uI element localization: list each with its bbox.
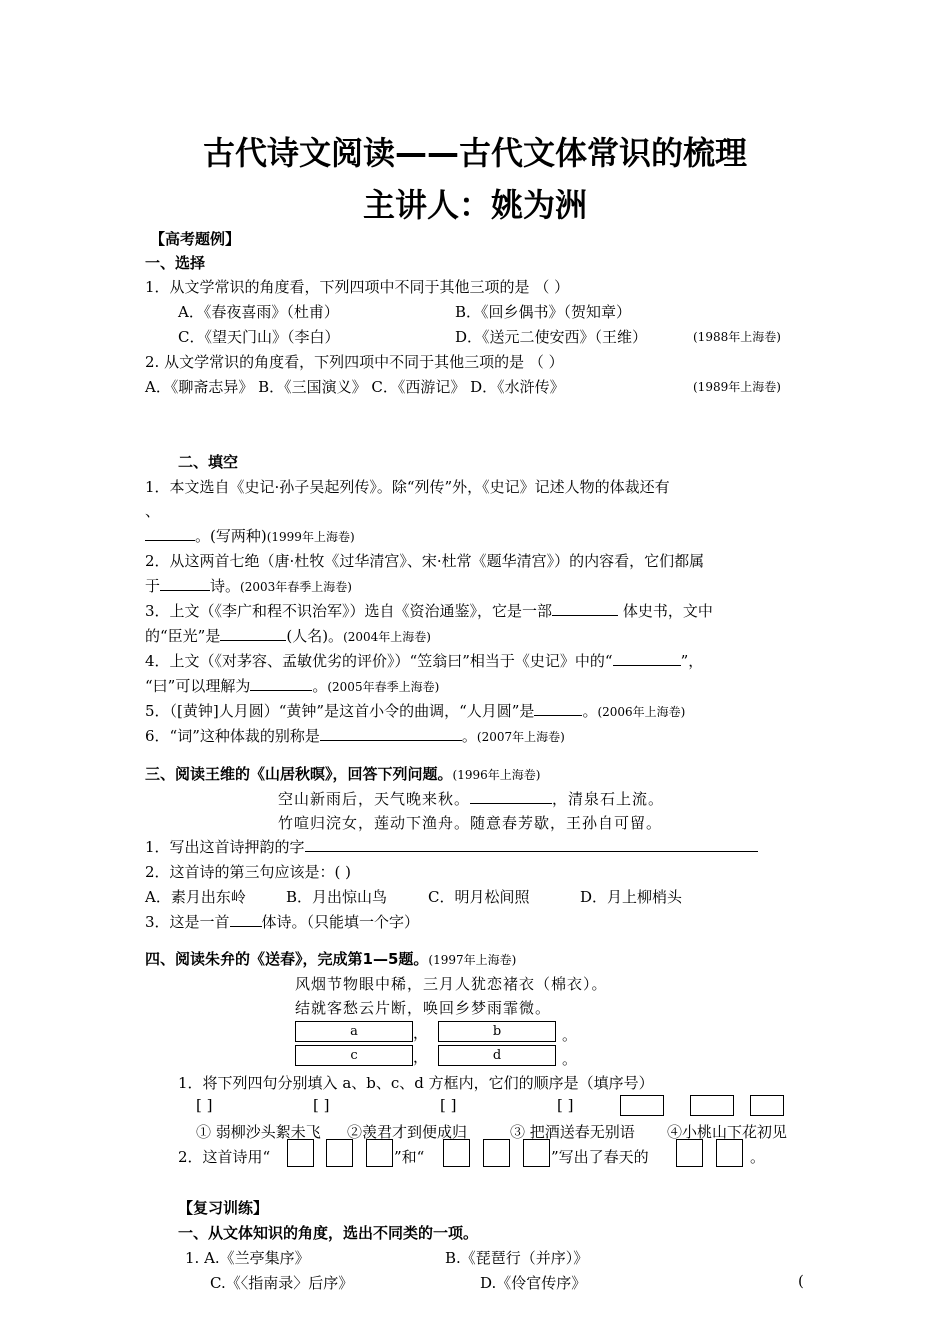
part1-q1-option-a: A．《春夜喜雨》（杜甫） — [178, 303, 339, 321]
part4-heading: 四、阅读朱弁的《送春》，完成第1—5题。 — [145, 950, 429, 968]
answer-blank[interactable] — [230, 912, 262, 927]
comma: ， — [413, 1048, 429, 1066]
part2-q5 — [145, 700, 685, 721]
part1-q1-option-c: C．《望天门山》（李白） — [178, 328, 340, 346]
part2-q4-line1 — [145, 650, 703, 671]
poem-text: ，清泉石上流。 — [552, 790, 665, 808]
part2-q2-line2 — [145, 575, 352, 596]
part2-q4-text4: 。 — [312, 677, 328, 695]
page-subtitle: 主讲人：姚为洲 — [362, 186, 587, 224]
answer-square[interactable] — [750, 1095, 784, 1116]
answer-blank[interactable] — [145, 526, 195, 541]
part4-option-1: ① 弱柳沙头絮未飞 — [196, 1123, 321, 1141]
part2-q5-source: (2006年上海卷) — [597, 705, 686, 719]
answer-blank[interactable] — [220, 626, 286, 641]
answer-square[interactable] — [366, 1139, 393, 1167]
part4-q2-text1: 2．这首诗用“ — [178, 1148, 271, 1166]
part1-q1-source: (1988年上海卷) — [693, 330, 781, 344]
order-bracket-4[interactable]: [ ] — [557, 1096, 574, 1114]
order-bracket-3[interactable]: [ ] — [440, 1096, 457, 1114]
answer-box-c[interactable]: c — [295, 1045, 413, 1066]
part2-q4-text2: ”， — [680, 652, 704, 670]
part2-q1-line2 — [145, 525, 355, 546]
answer-blank[interactable] — [613, 651, 681, 666]
part3-q3 — [145, 911, 419, 932]
order-bracket-1[interactable]: [ ] — [196, 1096, 213, 1114]
part2-q5-text: 5．（[黄钟]人月圆）“黄钟”是这首小令的曲调，“人月圆”是 — [145, 702, 535, 720]
part2-q2-prefix: 于 — [145, 577, 161, 595]
part4-poem-line2: 结就客愁云片断，唤回乡梦雨霏微。 — [295, 999, 552, 1017]
part2-q2-source: (2003年春季上海卷) — [240, 580, 352, 594]
part4-q2-text4: 。 — [750, 1148, 766, 1166]
part4-q2-text3: ”写出了春天的 — [551, 1148, 649, 1166]
part4-q1: 1．将下列四句分别填入 a、b、c、d 方框内，它们的顺序是（填序号） — [178, 1074, 654, 1092]
review-heading: 一、从文体知识的角度，选出不同类的一项。 — [178, 1224, 479, 1242]
answer-square[interactable] — [690, 1095, 734, 1116]
part4-heading-line — [145, 948, 516, 969]
answer-blank[interactable] — [320, 726, 462, 741]
part3-q2-option-a: A．素月出东岭 — [145, 888, 246, 906]
part2-q1-line1: 1．本文选自《史记·孙子吴起列传》。除“列传”外，《史记》记述人物的体裁还有 — [145, 478, 670, 496]
review-q1-paren: ( — [798, 1272, 804, 1290]
part4-option-3: ③ 把酒送春无别语 — [510, 1123, 635, 1141]
part4-poem-line1: 风烟节物眼中稀，三月人犹恋褚衣（棉衣）。 — [295, 975, 608, 993]
part2-q3-text: 3．上文（《李广和程不识治军》）选自《资治通鉴》，它是一部 — [145, 602, 553, 620]
period: 。 — [562, 1050, 578, 1068]
part3-q3-text: 3．这是一首 — [145, 913, 230, 931]
part2-q2-line1: 2．从这两首七绝（唐·杜牧《过华清宫》、宋·杜常《题华清宫》）的内容看，它们都属 — [145, 552, 705, 570]
answer-square[interactable] — [716, 1139, 743, 1167]
page-title: 古代诗文阅读——古代文体常识的梳理 — [202, 134, 747, 172]
part2-q3-text4: (人名)。 — [286, 627, 344, 645]
part1-q1: 1．从文学常识的角度看，下列四项中不同于其他三项的是 （ ） — [145, 278, 570, 296]
part1-q1-option-d: D．《送元二使安西》（王维） — [455, 328, 648, 346]
part2-q1-source: (1999年上海卷) — [266, 530, 355, 544]
part3-poem-line2: 竹喧归浣女，莲动下渔舟。随意春芳歇，王孙自可留。 — [278, 814, 663, 832]
part2-q1-hint: 。(写两种) — [195, 527, 267, 545]
review-q1-option-b: B.《琵琶行（并序）》 — [445, 1249, 589, 1267]
part2-q3-line1 — [145, 600, 713, 621]
answer-square[interactable] — [620, 1095, 664, 1116]
period: 。 — [562, 1026, 578, 1044]
review-q1-option-c: C.《〈指南录〉后序》 — [210, 1274, 354, 1292]
part2-q4-text: 4．上文（《对茅容、孟敏优劣的评价》）“笠翁曰”相当于《史记》中的“ — [145, 652, 613, 670]
part3-heading-line — [145, 763, 540, 784]
part3-q1-text: 1．写出这首诗押韵的字 — [145, 838, 305, 856]
answer-square[interactable] — [443, 1139, 470, 1167]
part2-q3-text3: 的“臣光”是 — [145, 627, 221, 645]
part2-q6-text: 6．“词”这种体裁的别称是 — [145, 727, 320, 745]
answer-blank[interactable] — [160, 576, 210, 591]
part3-q2: 2．这首诗的第三句应该是：( ) — [145, 863, 352, 881]
review-q1-option-a: 1. A.《兰亭集序》 — [185, 1249, 310, 1267]
part3-source: (1996年上海卷) — [452, 768, 541, 782]
answer-square[interactable] — [523, 1139, 550, 1167]
answer-blank[interactable] — [250, 676, 312, 691]
answer-box-d[interactable]: d — [438, 1045, 556, 1066]
part1-q2-options: A．《聊斋志异》 B．《三国演义》 C．《西游记》 D．《水浒传》 — [145, 378, 565, 396]
part3-heading: 三、阅读王维的《山居秋暝》，回答下列问题。 — [145, 765, 453, 783]
part4-source: (1997年上海卷) — [428, 953, 517, 967]
part2-heading: 二、填空 — [178, 453, 239, 471]
part3-q2-option-b: B．月出惊山鸟 — [286, 888, 388, 906]
part3-q2-option-c: C．明月松间照 — [428, 888, 530, 906]
part2-q6-text2: 。 — [461, 727, 477, 745]
answer-box-b[interactable]: b — [438, 1021, 556, 1042]
answer-square[interactable] — [483, 1139, 510, 1167]
part1-q2-source: (1989年上海卷) — [693, 380, 781, 394]
part4-q2-text2: ”和“ — [394, 1148, 425, 1166]
answer-blank[interactable] — [552, 601, 618, 616]
section-review-heading: 【复习训练】 — [178, 1199, 269, 1217]
answer-blank[interactable] — [470, 789, 552, 804]
poem-text: 空山新雨后，天气晚来秋。 — [278, 790, 471, 808]
part1-q1-option-b: B．《回乡偶书》（贺知章） — [455, 303, 632, 321]
part2-q5-text2: 。 — [582, 702, 598, 720]
answer-square[interactable] — [676, 1139, 703, 1167]
part2-q4-source: (2005年春季上海卷) — [327, 680, 440, 694]
part3-poem-line1 — [278, 788, 664, 809]
part2-q2-suffix: 诗。 — [210, 577, 241, 595]
part4-option-2: ②羡君才到便成归 — [347, 1123, 468, 1141]
answer-box-a[interactable]: a — [295, 1021, 413, 1042]
part2-q1-line1b: 、 — [145, 502, 161, 520]
part2-q3-text2: 体史书，文中 — [622, 602, 713, 620]
comma: ， — [413, 1024, 429, 1042]
answer-blank[interactable] — [305, 837, 758, 852]
part2-q6 — [145, 725, 565, 746]
answer-blank[interactable] — [534, 701, 582, 716]
part1-heading: 一、选择 — [145, 254, 206, 272]
part2-q4-line2 — [145, 675, 439, 696]
part2-q4-text3: “曰”可以理解为 — [145, 677, 251, 695]
part2-q6-source: (2007年上海卷) — [476, 730, 565, 744]
part3-q1 — [145, 836, 758, 857]
part1-q2: 2. 从文学常识的角度看，下列四项中不同于其他三项的是 （ ） — [145, 353, 564, 371]
section-exam-heading: 【高考题例】 — [150, 230, 241, 248]
review-q1-option-d: D.《伶官传序》 — [480, 1274, 587, 1292]
part2-q3-source: (2004年上海卷) — [343, 630, 431, 644]
part3-q3-text2: 体诗。（只能填一个字） — [261, 913, 420, 931]
part4-option-4: ④小桃山下花初见 — [667, 1123, 788, 1141]
part2-q3-line2 — [145, 625, 431, 646]
part3-q2-option-d: D．月上柳梢头 — [580, 888, 683, 906]
answer-square[interactable] — [287, 1139, 314, 1167]
order-bracket-2[interactable]: [ ] — [313, 1096, 330, 1114]
answer-square[interactable] — [326, 1139, 353, 1167]
